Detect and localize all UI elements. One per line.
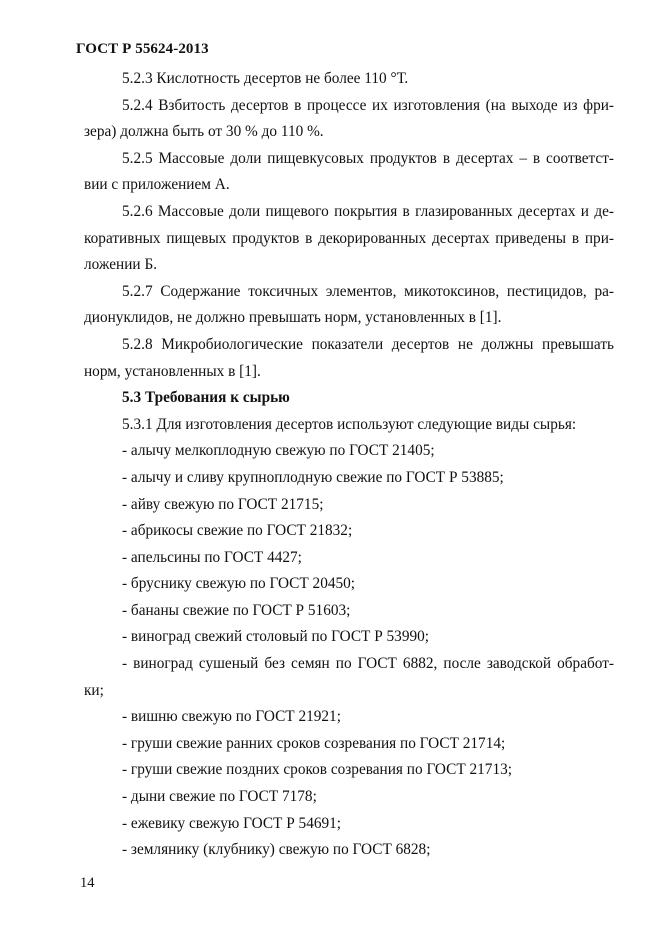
text-line: 5.2.3 Кислотность десертов не более 110 °Т. xyxy=(122,70,409,87)
text-line: - виноград сушеный без семян по ГОСТ 6882, после заводской обработ- xyxy=(122,655,614,673)
document-body xyxy=(84,66,614,864)
text-line: - алычу и сливу крупноплодную свежие по ГОСТ Р 53885; xyxy=(122,468,504,486)
text-line: - землянику (клубнику) свежую по ГОСТ 6828; xyxy=(122,841,431,859)
text-line: - груши свежие ранних сроков созревания по ГОСТ 21714; xyxy=(122,734,506,752)
text-line: - айву свежую по ГОСТ 21715; xyxy=(122,495,324,513)
text-line: 5.2.5 Массовые доли пищевкусовых продуктов в десертах – в соответст- xyxy=(122,149,614,167)
text-line: 5.2.7 Содержание токсичных элементов, микотоксинов, пестицидов, ра- xyxy=(122,282,614,300)
text-line: - дыни свежие по ГОСТ 7178; xyxy=(122,788,317,806)
text-line: норм, установленных в [1]. xyxy=(84,362,261,380)
page-number: 14 xyxy=(80,875,95,891)
text-line: коративных пищевых продуктов в декорированных десертах приведены в при- xyxy=(84,229,614,247)
text-line: - виноград свежий столовый по ГОСТ Р 53990; xyxy=(122,628,430,646)
text-line: - бананы свежие по ГОСТ Р 51603; xyxy=(122,601,351,619)
section-heading: 5.3 Требования к сырью xyxy=(122,389,290,407)
text-line: ки; xyxy=(84,681,104,699)
text-line: ложении Б. xyxy=(84,256,158,274)
text-line: - абрикосы свежие по ГОСТ 21832; xyxy=(122,522,353,540)
document-header: ГОСТ Р 55624-2013 xyxy=(76,41,209,57)
text-line: 5.3.1 Для изготовления десертов используют следующие виды сырья: xyxy=(122,415,577,433)
text-line: - ежевику свежую ГОСТ Р 54691; xyxy=(122,814,342,832)
text-line: вии с приложением А. xyxy=(84,176,230,194)
text-line: дионуклидов, не должно превышать норм, установленных в [1]. xyxy=(84,309,502,327)
text-line: зера) должна быть от 30 % до 110 %. xyxy=(84,123,324,141)
text-line: 5.2.6 Массовые доли пищевого покрытия в глазированных десертах и де- xyxy=(122,202,614,220)
text-line: - бруснику свежую по ГОСТ 20450; xyxy=(122,575,356,593)
text-line: - алычу мелкоплодную свежую по ГОСТ 21405; xyxy=(122,442,435,460)
text-line: 5.2.4 Взбитость десертов в процессе их изготовления (на выходе из фри- xyxy=(122,96,614,114)
text-line: - апельсины по ГОСТ 4427; xyxy=(122,548,302,566)
text-line: - груши свежие поздних сроков созревания по ГОСТ 21713; xyxy=(122,761,513,779)
text-line: - вишню свежую по ГОСТ 21921; xyxy=(122,708,341,726)
text-line: 5.2.8 Микробиологические показатели десертов не должны превышать xyxy=(122,335,614,353)
